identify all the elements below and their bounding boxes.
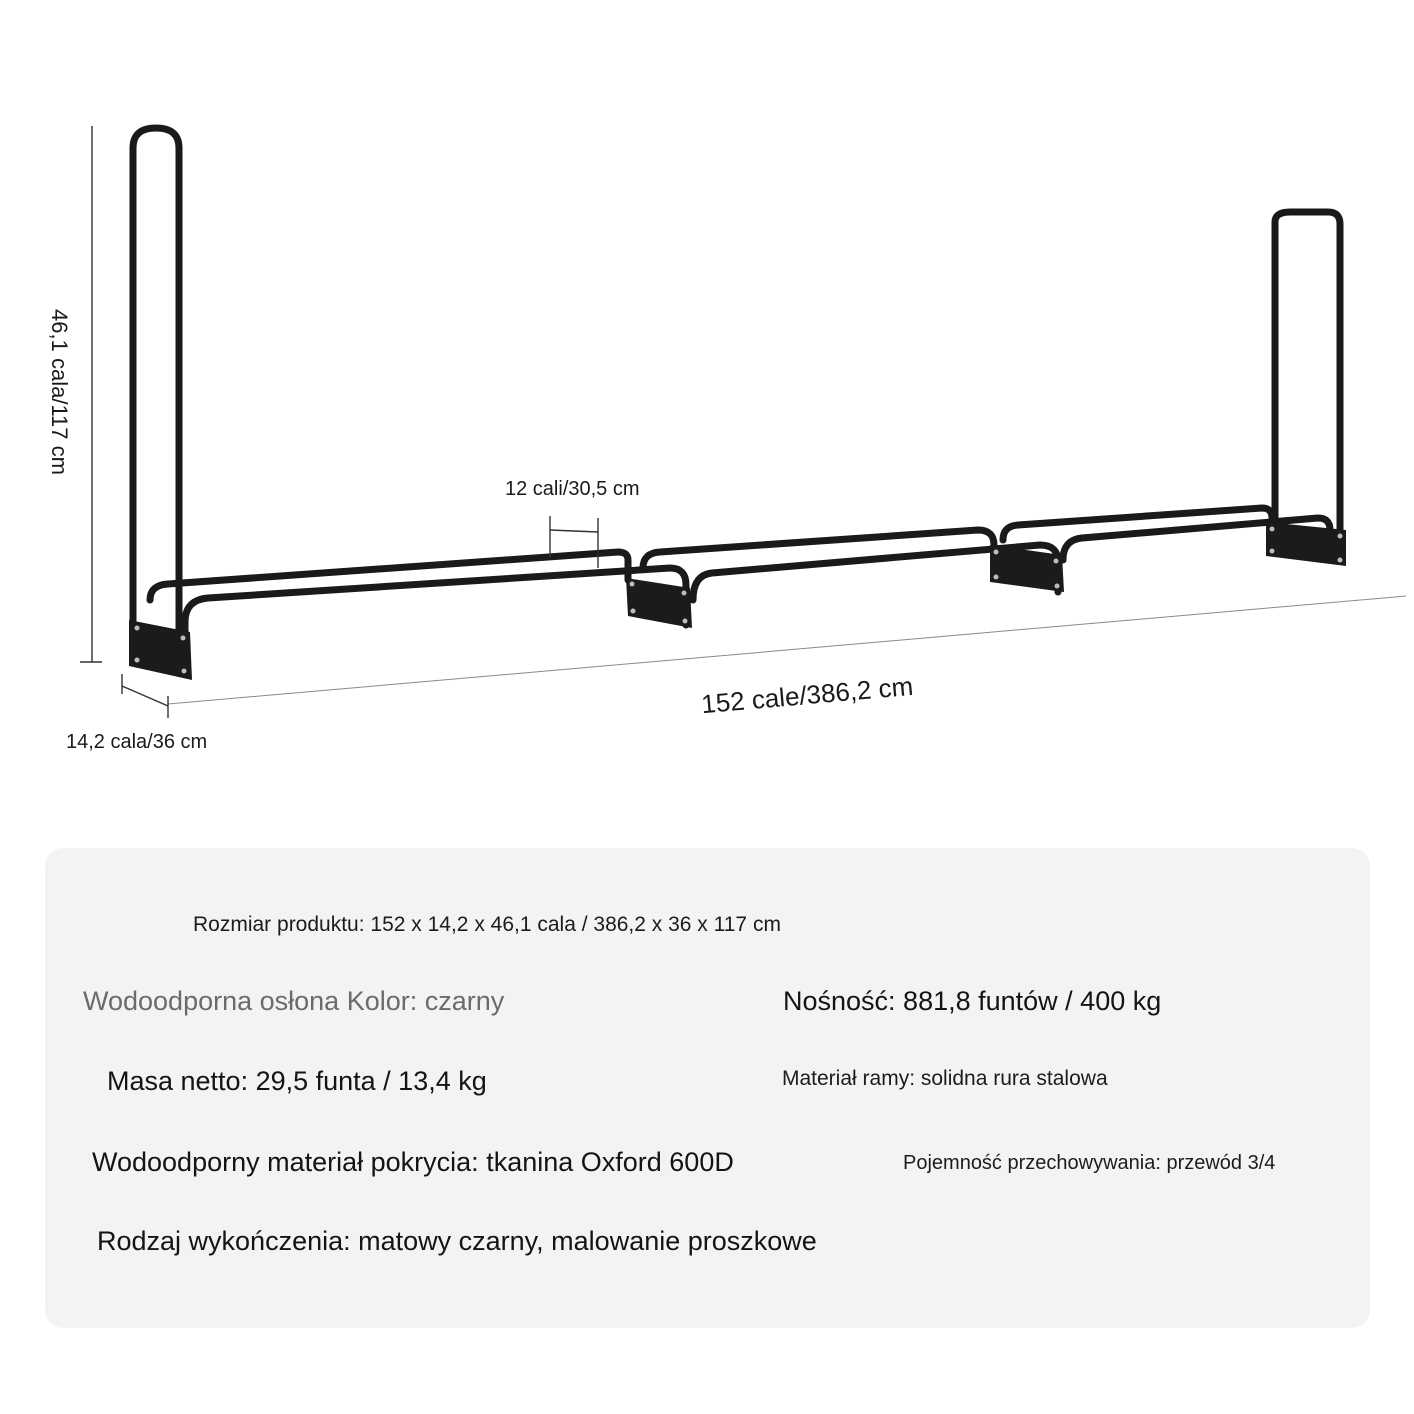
depth-dimension-line (122, 686, 168, 706)
depth-label: 14,2 cala/36 cm (66, 731, 208, 753)
left-upright (133, 128, 179, 650)
rack-frame (133, 128, 1340, 650)
foot-middle-1 (626, 578, 692, 628)
dimension-lines (80, 126, 1406, 718)
spacing-label: 12 cali/30,5 cm (505, 478, 640, 500)
spec-storage-capacity: Pojemność przechowywania: przewód 3/4 (903, 1152, 1276, 1174)
specifications-panel (45, 848, 1370, 1328)
spec-cover-color: Wodoodporna osłona Kolor: czarny (83, 986, 505, 1016)
spec-frame-material: Materiał ramy: solidna rura stalowa (782, 1067, 1108, 1090)
right-upright (1275, 212, 1340, 560)
spec-product-size: Rozmiar produktu: 152 x 14,2 x 46,1 cala / 386,2 x 36 x 117 cm (193, 913, 781, 936)
spec-load-capacity: Nośność: 881,8 funtów / 400 kg (783, 986, 1162, 1016)
spec-net-weight: Masa netto: 29,5 funta / 13,4 kg (107, 1066, 487, 1096)
spec-cover-material: Wodoodporny materiał pokrycia: tkanina Oxford 600D (92, 1147, 734, 1177)
spacing-dimension-line (550, 530, 598, 532)
foot-right (1266, 522, 1346, 566)
length-label: 152 cale/386,2 cm (700, 670, 915, 720)
height-label: 46,1 cala/117 cm (47, 309, 72, 475)
spec-finish-type: Rodzaj wykończenia: matowy czarny, malowanie proszkowe (97, 1226, 817, 1256)
